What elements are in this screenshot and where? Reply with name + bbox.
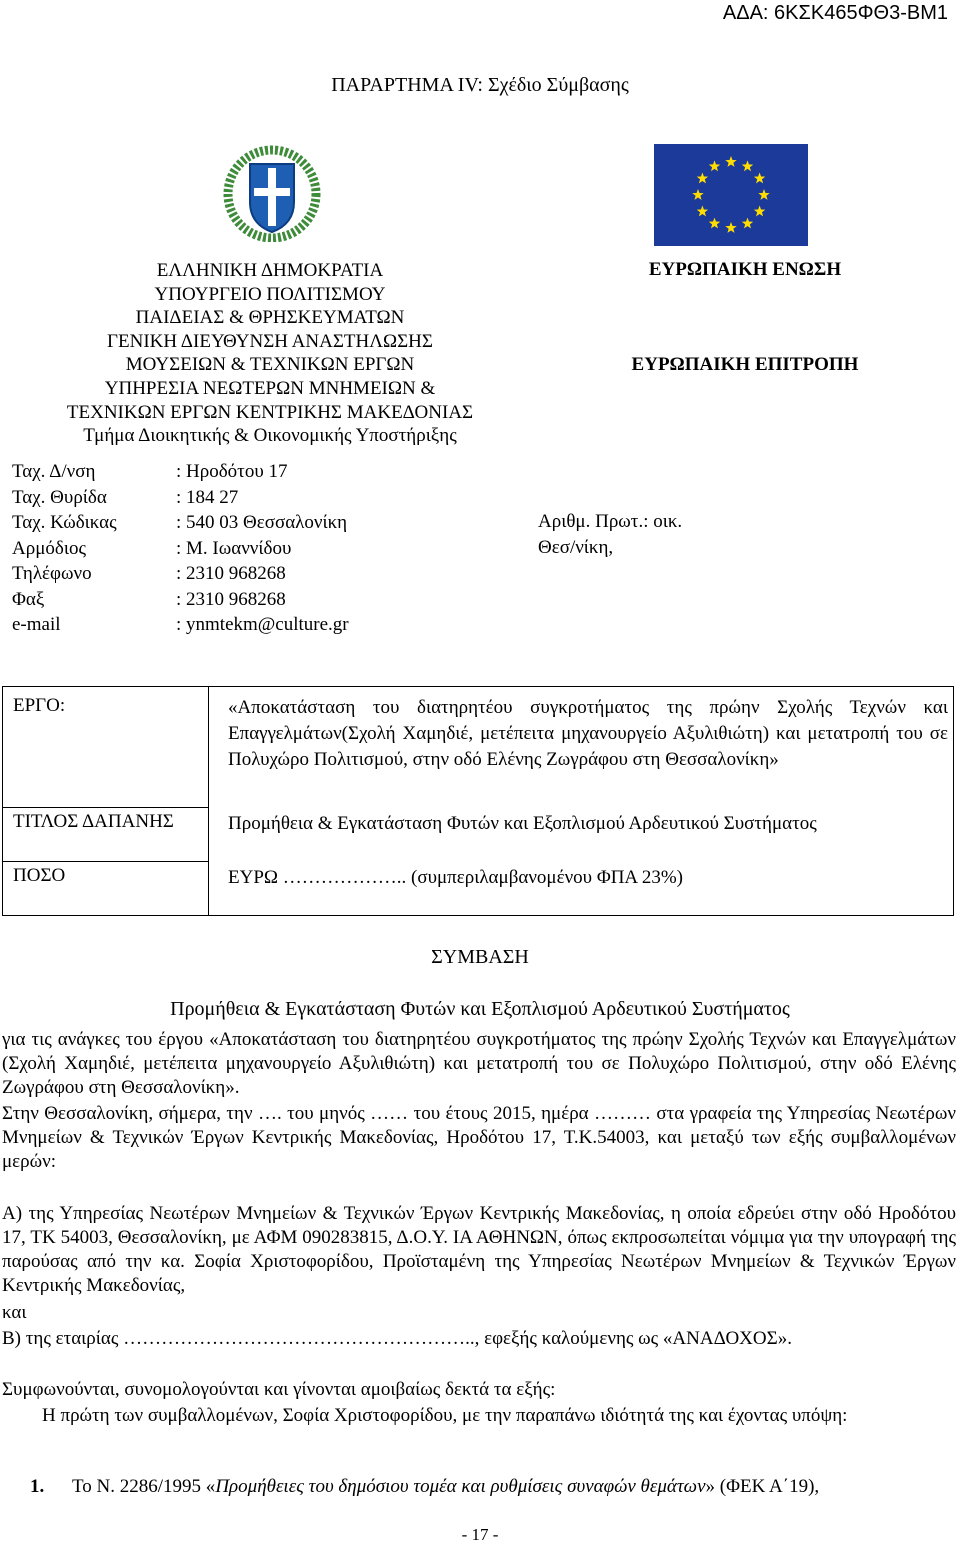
project-table [2,686,954,916]
contact-value: : 2310 968268 [176,563,286,584]
ministry-line: ΜΟΥΣΕΙΩΝ & ΤΕΧΝΙΚΩΝ ΕΡΓΩΝ [125,354,415,376]
annex-title: ΠΑΡΑΡΤΗΜΑ IV: Σχέδιο Σύμβασης [331,74,629,96]
ergo-label: ΕΡΓΟ: [13,695,66,716]
contact-label: Αρμόδιος [12,537,86,559]
ada-code: ΑΔΑ: 6ΚΣΚ465ΦΘ3-ΒΜ1 [722,2,948,24]
contact-block [12,459,349,638]
contact-row [12,536,349,562]
contact-value: : 184 27 [176,486,239,508]
ministry-line: ΓΕΝΙΚΗ ΔΙΕΥΘΥΝΣΗ ΑΝΑΣΤΗΛΩΣΗΣ [107,330,433,352]
list-suffix: » (ΦΕΚ Α΄19), [705,1476,820,1497]
protocol-number: Αριθμ. Πρωτ.: οικ. [538,511,683,532]
paragraph-date-place: Στην Θεσσαλονίκη, σήμερα, την …. του μηνός …… του έτους 2015, ημέρα ……… στα γραφεία της Υπηρεσίας Νεωτέρων Μνημείων & Τεχνικών Έργων Κεντρικής Μακεδονίας, Ηροδότου 17, Τ.Κ.54003, και μεταξύ των εξής συμβαλλομένων μερών: [2,1103,956,1172]
contact-label: Ταχ. Θυρίδα [12,486,107,508]
ministry-line: ΕΛΛΗΝΙΚΗ ΔΗΜΟΚΡΑΤΙΑ [156,260,384,281]
paragraph-party-b: Β) της εταιρίας ……………………………………………….., εφεξής καλούμενης ως «ΑΝΑΔΟΧΟΣ». [2,1328,792,1349]
title-label: ΤΙΤΛΟΣ ΔΑΠΑΝΗΣ [13,811,174,832]
ministry-line: ΠΑΙΔΕΙΑΣ & ΘΡΗΣΚΕΥΜΑΤΩΝ [135,307,405,329]
reference-block [538,509,682,560]
place-date: Θεσ/νίκη, [538,536,614,558]
contact-label: Ταχ. Κώδικας [12,512,117,533]
ministry-line: ΤΕΧΝΙΚΩΝ ΕΡΓΩΝ ΚΕΝΤΡΙΚΗΣ ΜΑΚΕΔΟΝΙΑΣ [66,401,474,423]
ministry-line: ΥΠΗΡΕΣΙΑ ΝΕΩΤΕΡΩΝ ΜΝΗΜΕΙΩΝ & [104,377,436,399]
paragraph-purpose: για τις ανάγκες του έργου «Αποκατάσταση του διατηρητέου συγκροτήματος της πρώην Σχολής Τεχνών και Επαγγελμάτων (Σχολή Χαμηδιέ, μετέπειτα μηχανουργείο Αξυλιθιώτη) και μετατροπή του σε Πολυχώρο Πολιτισμού, στην οδό Ελένης Ζωγράφου στη Θεσσαλονίκη». [2,1029,956,1098]
contact-row [12,587,349,613]
row-divider [3,861,208,862]
contact-value: : Ηροδότου 17 [176,461,288,482]
ministry-header [30,259,510,448]
eu-flag-logo [654,144,808,246]
list-item [30,1476,819,1498]
list-number: 1. [30,1476,45,1497]
ministry-line: ΥΠΟΥΡΓΕΙΟ ΠΟΛΙΤΙΣΜΟΥ [154,283,386,305]
amount-value: ΕΥΡΩ ……………….. (συμπεριλαμβανομένου ΦΠΑ 23%) [228,867,684,888]
eu-union-label: ΕΥΡΩΠΑΙΚΗ ΕΝΩΣΗ [648,259,842,280]
contact-value: : Μ. Ιωαννίδου [176,537,292,559]
contract-title: ΣΥΜΒΑΣΗ [431,946,529,968]
contact-label: Φαξ [12,588,45,610]
contact-row [12,510,349,536]
ministry-line: Τμήμα Διοικητικής & Οικονομικής Υποστήριξης [83,425,457,447]
paragraph-party-a: Α) της Υπηρεσίας Νεωτέρων Μνημείων & Τεχνικών Έργων Κεντρικής Μακεδονίας, η οποία εδρεύει στην οδό Ηροδότου 17, ΤΚ 54003, Θεσσαλονίκη, με ΑΦΜ 090283815, Δ.Ο.Υ. ΙΑ ΑΘΗΝΩΝ, όπως εκπροσωπείται νόμιμα για την υπογραφή της παρούσας από την κα. Σοφία Χριστοφορίδου, Προϊσταμένη της Υπηρεσίας Νεωτέρων Μνημείων & Τεχνικών Έργων Κεντρικής Μακεδονίας, [2,1203,956,1296]
contact-label: e-mail [12,614,61,635]
page-number: - 17 - [461,1525,499,1544]
email-link[interactable]: : ynmtekm@culture.gr [176,614,349,635]
list-italic: Προμήθειες του δημόσιου τομέα και ρυθμίσεις συναφών θεμάτων [215,1476,706,1497]
contact-value: : 540 03 Θεσσαλονίκη [176,512,348,533]
paragraph-agreement: Συμφωνούνται, συνομολογούνται και γίνονται αμοιβαίως δεκτά τα εξής: [2,1379,556,1400]
row-divider [3,807,208,808]
contact-label: Τηλέφωνο [12,563,92,584]
table-divider [208,687,209,915]
amount-label: ΠΟΣΟ [13,865,66,886]
contact-label: Ταχ. Δ/νση [12,461,96,482]
contact-row [12,612,349,638]
title-value: Προμήθεια & Εγκατάσταση Φυτών και Εξοπλισμού Αρδευτικού Συστήματος [228,813,817,834]
eu-commission-label: ΕΥΡΩΠΑΙΚΗ ΕΠΙΤΡΟΠΗ [631,354,859,375]
greek-emblem-logo [222,142,322,242]
contact-row [12,459,349,485]
paragraph-first-party: Η πρώτη των συμβαλλομένων, Σοφία Χριστοφορίδου, με την παραπάνω ιδιότητά της και έχοντας υπόψη: [42,1405,848,1426]
contract-subtitle: Προμήθεια & Εγκατάσταση Φυτών και Εξοπλισμού Αρδευτικού Συστήματος [170,998,790,1020]
contact-value: : 2310 968268 [176,588,286,610]
paragraph-and: και [2,1302,27,1323]
contact-row [12,561,349,587]
list-prefix: Το Ν. 2286/1995 « [72,1476,216,1497]
ergo-value: «Αποκατάσταση του διατηρητέου συγκροτήματος της πρώην Σχολής Τεχνών και Επαγγελμάτων(Σχολή Χαμηδιέ, μετέπειτα μηχανουργείο Αξυλιθιώτη) και μετατροπή του σε Πολυχώρο Πολιτισμού, στην οδό Ελένης Ζωγράφου στη Θεσσαλονίκη» [228,697,948,770]
contact-row [12,485,349,511]
